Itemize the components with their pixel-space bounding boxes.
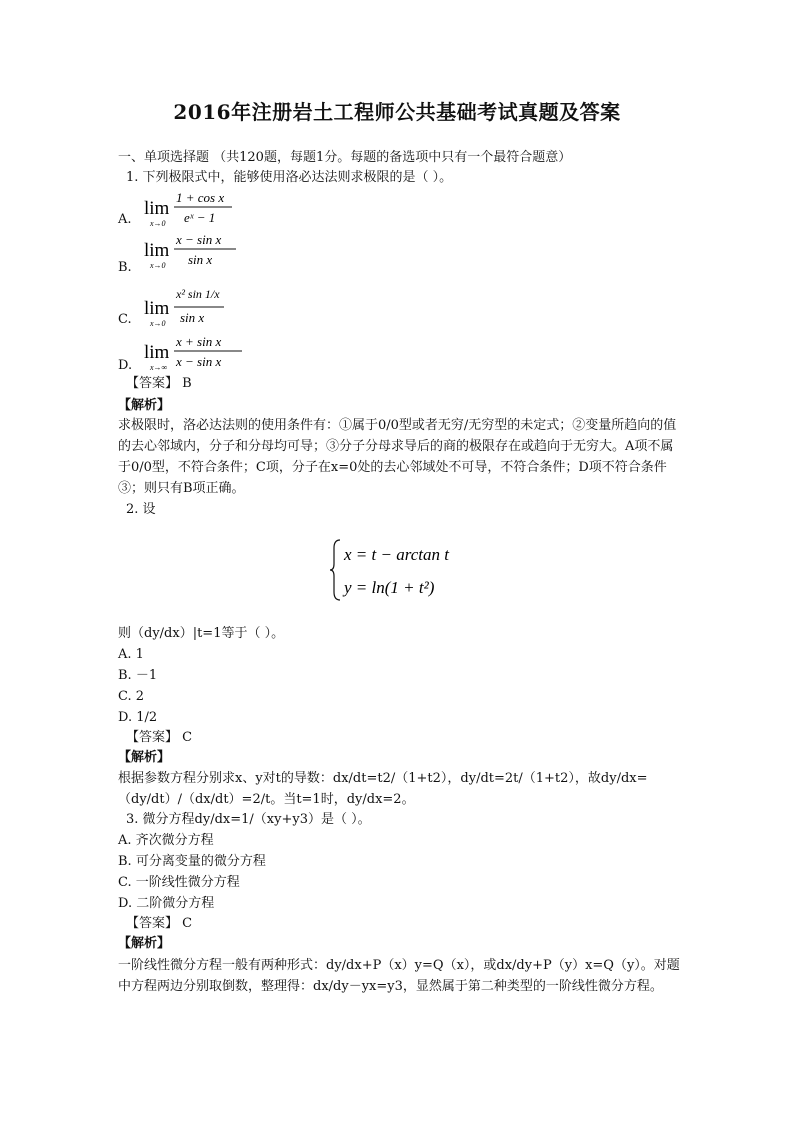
section-heading: 一、单项选择题 （共120题，每题1分。每题的备选项中只有一个最符合题意） [118,150,572,165]
numerator: x + sin x [176,334,222,349]
lim-sub: x→∞ [150,363,168,372]
lim-sub: x→0 [150,319,166,328]
question-3-stem: 3. 微分方程dy/dx=1/（xy+y3）是（ ）。 [126,812,371,827]
question-3-option-b: B. 可分离变量的微分方程 [118,854,266,869]
question-3-option-a: A. 齐次微分方程 [118,833,214,848]
question-1-option-c [118,276,318,330]
question-3-analysis-label: 【解析】 [118,936,171,951]
formula-a [142,186,312,232]
formula-d [142,332,312,378]
formula-c [142,276,312,330]
parametric-system [330,536,480,604]
question-3-option-d: D. 二阶微分方程 [118,896,215,911]
denominator: sin x [188,252,213,267]
question-3-option-c: C. 一阶线性微分方程 [118,875,240,890]
brace-icon [330,540,340,600]
question-2-option-b: B. －1 [118,668,158,683]
option-label: C. [118,312,132,327]
question-2-option-a: A. 1 [118,647,144,662]
equation-x: x = t − arctan t [344,545,449,564]
question-1-option-d [118,332,318,380]
lim-sub: x→0 [150,261,166,270]
formula-b [142,230,312,276]
question-2-answer: 【答案】 C [126,730,193,745]
lim-text: lim [144,342,170,363]
numerator: 1 + cos x [176,190,225,205]
equation-y: y = ln(1 + t²) [344,578,435,597]
system-formula [330,536,490,604]
question-3-analysis: 一阶线性微分方程一般有两种形式：dy/dx+P（x）y=Q（x），或dx/dy+P（y）x=Q（y）。对题中方程两边分别取倒数，整理得：dx/dy－yx=y3，显然属于第二种类型的一阶线性微分方程。 [118,958,680,994]
lim-text: lim [144,198,170,219]
denominator: x − sin x [176,354,222,369]
question-1-answer: 【答案】 B [126,376,192,391]
question-2-option-d: D. 1/2 [118,710,158,725]
question-3-answer: 【答案】 C [126,916,193,931]
lim-text: lim [144,298,170,319]
question-1-analysis-label: 【解析】 [118,398,171,413]
option-label: D. [118,358,133,373]
question-2-analysis-label: 【解析】 [118,750,171,765]
lim-sub: x→0 [150,219,166,228]
denominator: sin x [180,310,205,325]
option-label: A. [118,212,132,227]
numerator: x − sin x [176,232,222,247]
question-2-stem: 2. 设 [126,502,156,517]
question-1-option-b [118,230,318,278]
question-2-analysis: 根据参数方程分别求x、y对t的导数：dx/dt=t2/（1+t2），dy/dt=2t/（1+t2），故dy/dx=（dy/dt）/（dx/dt）=2/t。当t=1时，dy/dx=2。 [118,771,648,807]
question-2-option-c: C. 2 [118,689,145,704]
question-1-stem: 1. 下列极限式中，能够使用洛必达法则求极限的是（ ）。 [126,170,453,185]
page-title: 2016年注册岩土工程师公共基础考试真题及答案 [173,100,621,124]
question-1-option-a [118,186,318,234]
question-1-analysis: 求极限时，洛必达法则的使用条件有：①属于0/0型或者无穷/无穷型的未定式；②变量所趋向的值的去心邻域内，分子和分母均可导；③分子分母求导后的商的极限存在或趋向于无穷大。A项不属于0/0型，不符合条件；C项，分子在x=0处的去心邻域处不可导，不符合条件；D项不符合条件③；则只有B项正确。 [118,418,677,496]
question-2-ask: 则（dy/dx）|t=1等于（ ）。 [118,626,285,641]
numerator: x² sin 1/x [176,287,220,301]
denominator: eˣ − 1 [184,210,216,225]
lim-text: lim [144,240,170,261]
option-label: B. [118,260,132,275]
